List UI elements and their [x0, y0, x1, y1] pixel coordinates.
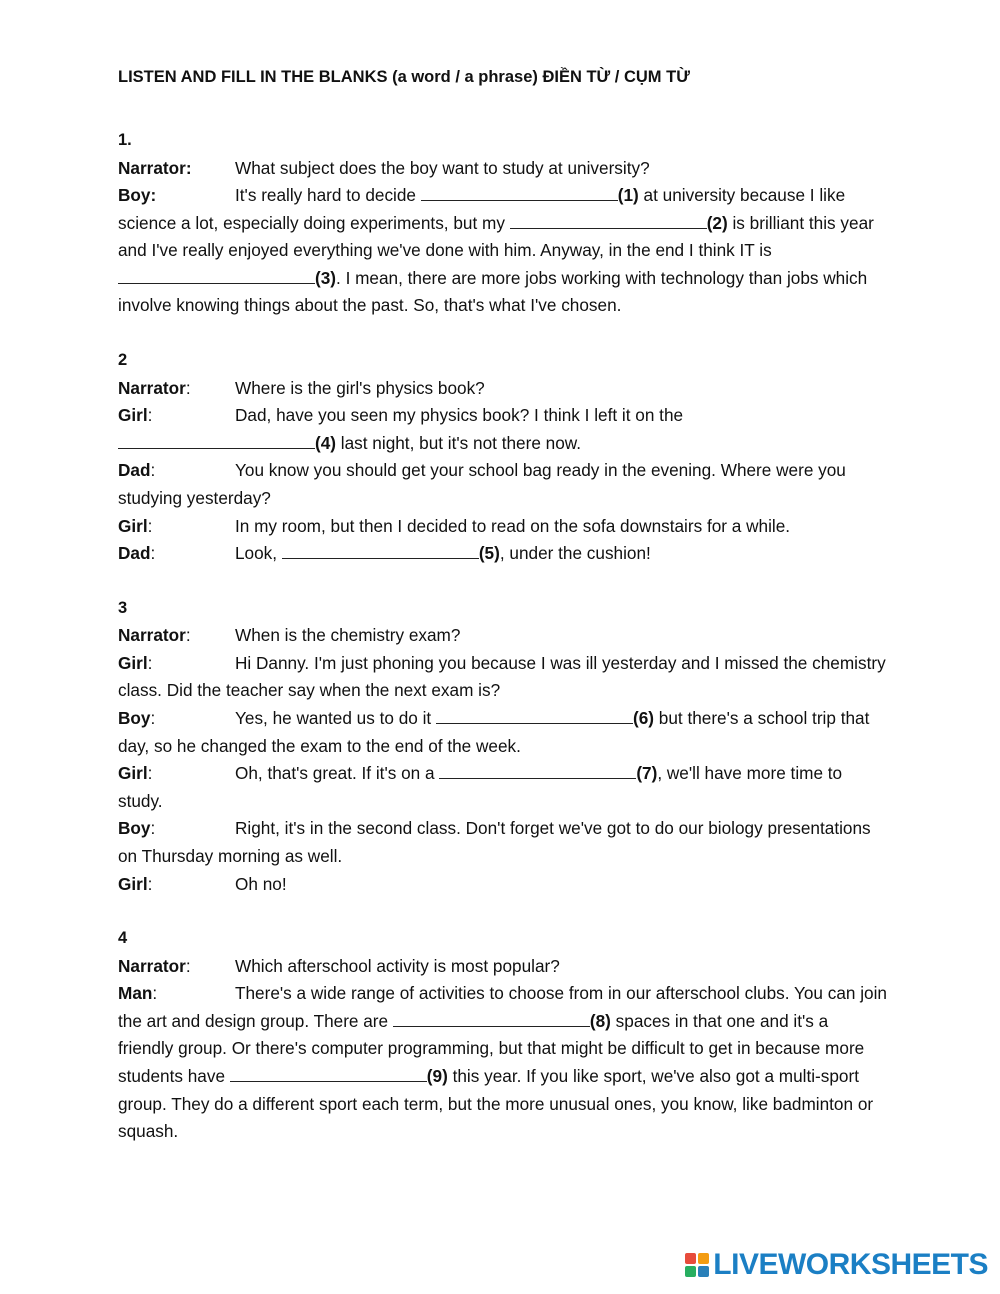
colon: :: [185, 625, 191, 646]
colon: :: [185, 955, 191, 976]
dialogue-text: You know you should get your school bag ready in the evening. Where were you studying yesterday?: [118, 460, 846, 508]
dialogue-text: Oh no!: [235, 873, 287, 894]
blank-number: (3): [315, 267, 337, 288]
speaker-label: Narrator:: [118, 157, 192, 178]
dialogue-line: [118, 980, 888, 1146]
dialogue-text: Where is the girl's physics book?: [235, 377, 485, 398]
blank-number: (2): [706, 212, 728, 233]
colon: :: [147, 405, 153, 426]
logo-square-red: [685, 1253, 696, 1264]
logo-square-green: [685, 1266, 696, 1277]
dialogue-line: [118, 155, 888, 183]
dialogue-line: [118, 375, 888, 403]
section-number: 3: [118, 598, 128, 617]
dialogue-text: In my room, but then I decided to read on the sofa downstairs for a while.: [235, 515, 791, 536]
colon: :: [150, 543, 156, 564]
speaker-label: Girl: [118, 763, 148, 784]
speaker-label: Girl: [118, 873, 148, 894]
colon: :: [150, 460, 156, 481]
speaker-label: Girl: [118, 405, 148, 426]
section-4: [118, 925, 888, 1146]
dialogue-text: at university because I like science a lot, especially doing experiments, but my: [118, 185, 846, 233]
blank-number: (6): [632, 708, 654, 728]
blank-7-input[interactable]: [439, 762, 636, 779]
dialogue-line: [118, 871, 888, 899]
blank-2-input[interactable]: [510, 212, 707, 229]
blank-number: (9): [426, 1066, 448, 1087]
dialogue-line: [118, 457, 888, 512]
logo-square-blue: [698, 1266, 709, 1277]
dialogue-text: Yes, he wanted us to do it: [235, 708, 436, 728]
blank-number: (4): [315, 432, 337, 453]
speaker-label: Dad: [118, 543, 151, 564]
dialogue-line: [118, 705, 888, 760]
colon: :: [147, 763, 153, 784]
dialogue-text: spaces in that one and it's a friendly group. Or there's computer programming, but that might be difficult to get in because more students have: [118, 1010, 865, 1087]
dialogue-line: [118, 760, 888, 815]
dialogue-line: [118, 182, 888, 320]
blank-1-input[interactable]: [421, 184, 618, 201]
dialogue-text: this year. If you like sport, we've also got a multi-sport group. They do a different sport each term, but the more unusual ones, you know, like badminton or squash.: [118, 1066, 874, 1142]
colon: :: [185, 377, 191, 398]
blank-4-input[interactable]: [118, 432, 315, 449]
dialogue-text: Look,: [235, 543, 282, 564]
speaker-label: Girl: [118, 652, 148, 673]
dialogue-text: Dad, have you seen my physics book? I think I left it on the: [235, 405, 684, 426]
blank-6-input[interactable]: [436, 707, 633, 724]
dialogue-text: Hi Danny. I'm just phoning you because I was ill yesterday and I missed the chemistry class. Did the teacher say when the next exam is?: [118, 652, 886, 701]
dialogue-text: , under the cushion!: [499, 543, 651, 564]
speaker-label: Boy:: [118, 185, 157, 206]
blank-3-input[interactable]: [118, 267, 315, 284]
dialogue-text: When is the chemistry exam?: [235, 625, 461, 646]
speaker-label: Girl: [118, 515, 148, 536]
worksheet-title: LISTEN AND FILL IN THE BLANKS (a word / a phrase) ĐIỀN TỪ / CỤM TỪ: [118, 68, 690, 86]
blank-number: (1): [617, 185, 639, 206]
dialogue-text: . I mean, there are more jobs working with technology than jobs which involve knowing things about the past. So, that's what I've chosen.: [118, 267, 868, 316]
blank-8-input[interactable]: [393, 1010, 590, 1027]
dialogue-line: [118, 513, 888, 541]
dialogue-line: [118, 540, 888, 568]
logo-mark-icon: [685, 1253, 709, 1277]
section-number: 4: [118, 929, 128, 948]
blank-5-input[interactable]: [282, 542, 479, 559]
colon: :: [147, 515, 153, 536]
section-3: [118, 595, 888, 898]
colon: :: [147, 652, 153, 673]
section-2: [118, 347, 888, 568]
speaker-label: Boy: [118, 818, 151, 839]
blank-9-input[interactable]: [230, 1065, 427, 1082]
dialogue-line: [118, 815, 888, 870]
speaker-label: Narrator: [118, 625, 186, 646]
colon: :: [147, 873, 153, 894]
section-number: 1.: [118, 131, 132, 149]
section-1: [118, 127, 888, 320]
speaker-label: Boy: [118, 708, 151, 728]
dialogue-text: , we'll have more time to study.: [118, 763, 843, 811]
speaker-label: Narrator: [118, 955, 186, 976]
speaker-label: Man: [118, 983, 153, 1004]
dialogue-text: What subject does the boy want to study at university?: [235, 157, 650, 178]
blank-number: (5): [478, 543, 500, 564]
liveworksheets-logo[interactable]: [685, 1248, 988, 1282]
dialogue-line: [118, 402, 888, 457]
dialogue-text: Right, it's in the second class. Don't forget we've got to do our biology presentations on Thursday morning as well.: [118, 818, 871, 866]
dialogue-line: [118, 953, 888, 981]
dialogue-line: [118, 622, 888, 650]
speaker-label: Dad: [118, 460, 151, 481]
blank-number: (7): [636, 763, 658, 784]
dialogue-text: Oh, that's great. If it's on a: [235, 763, 440, 784]
dialogue-text: It's really hard to decide: [235, 185, 421, 206]
speaker-label: Narrator: [118, 377, 186, 398]
colon: :: [150, 708, 156, 728]
logo-text: LIVEWORKSHEETS: [713, 1248, 988, 1281]
colon: :: [152, 983, 158, 1004]
colon: :: [150, 818, 156, 839]
logo-square-orange: [698, 1253, 709, 1264]
section-number: 2: [118, 351, 128, 370]
dialogue-text: but there's a school trip that day, so he changed the exam to the end of the week.: [118, 708, 870, 756]
blank-number: (8): [589, 1010, 611, 1031]
worksheet: [118, 64, 888, 1173]
dialogue-line: [118, 650, 888, 705]
dialogue-text: is brilliant this year and I've really enjoyed everything we've done with him. Anyway, in the end I think IT is: [118, 212, 874, 261]
dialogue-text: last night, but it's not there now.: [336, 432, 582, 453]
dialogue-text: Which afterschool activity is most popular?: [235, 955, 560, 976]
dialogue-text: There's a wide range of activities to choose from in our afterschool clubs. You can join the art and design group. There are: [118, 983, 887, 1031]
